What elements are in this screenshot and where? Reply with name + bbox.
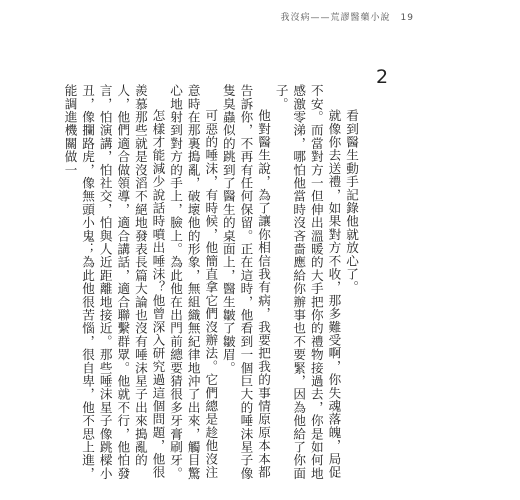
paragraph: 看到醫生動手記錄他就放心了。 xyxy=(344,109,359,294)
chapter-number: 2 xyxy=(376,66,389,88)
paragraph: 他對醫生說，為了讓你相信我有病，我要把我的事情原原本本都告訴你，不再有任何保留。正在這時，他看到一個巨大的唾沫星子像隻臭蟲似的跳到了醫生的桌面上，醫生皺了皺眉。 xyxy=(220,84,272,480)
paragraph: 可惡的唾沫，有時候，他簡直拿它們沒辦法。它們總是趁他沒注意時在那裏搗亂，破壞他的形象，無組織無紀律地沖了出來，觸目驚心地射到對方的手上，臉上。為此他在出門前總要猜很多牙膏刷牙。 xyxy=(168,84,219,480)
body-text xyxy=(62,84,360,484)
paragraph: 怎樣才能減少說話時噴出唾沫？他曾深入研究過這個問題，他很羨慕那些就是沒滔不絕地發表長篇大論也沒有唾沫星子出來搗亂的人，他們適合做領導，適合講話，適合聯繫群眾。他就不行，他怕發言，怕演講，怕社交，怕與人近距離地接近。那些唾沫星子像跳樑小丑，像攔路虎，像無頭小鬼；為此他很苦惱，很自卑，他不思上進，能調進機關做一 xyxy=(62,84,166,480)
running-header: 我沒病——荒謬醫藥小說 19 xyxy=(280,13,414,23)
paragraph: 就像你去送禮，如果對方不收，那多難受啊，你失魂落魄，局促不安。而當對方一但伸出溫暖的大手把你的禮物接過去，你是如何地感激零涕，哪怕他當時沒吝嗇應給你辦事也不要緊，因為他給了你面子。 xyxy=(273,84,342,480)
